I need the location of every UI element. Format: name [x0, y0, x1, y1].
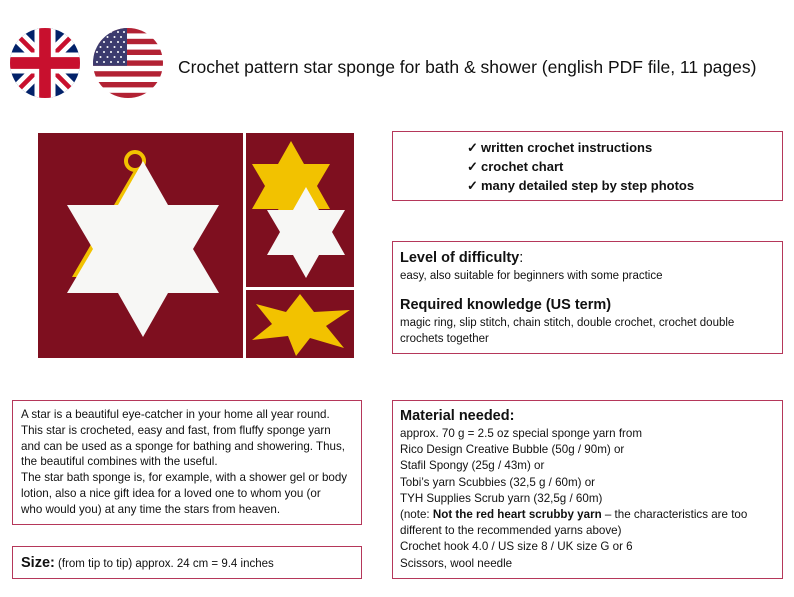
product-photo-side [246, 290, 354, 358]
material-note-bold: Not the red heart scrubby yarn [432, 508, 602, 522]
feature-label: many detailed step by step photos [481, 178, 695, 193]
description-line: A star is a beautiful eye-catcher in your home all year round. [21, 408, 330, 421]
difficulty-text: easy, also suitable for beginners with some practice [400, 270, 663, 282]
difficulty-heading [400, 249, 775, 268]
material-line: Tobi’s yarn Scubbies (32,5 g / 60m) or [400, 475, 596, 489]
description-line: The star bath sponge is, for example, with a shower gel or body [21, 471, 348, 485]
material-line: Rico Design Creative Bubble (50g / 90m) or [400, 443, 625, 457]
description-line: the beautiful combines with the useful. [21, 455, 218, 469]
description-line: and can be used as a sponge for bathing and showering. Thus, [21, 439, 345, 453]
material-box [392, 400, 783, 579]
knowledge-heading: Required knowledge (US term) [400, 297, 612, 313]
size-box [12, 546, 362, 579]
feature-item [467, 138, 782, 157]
feature-item [467, 176, 782, 195]
material-heading: Material needed: [400, 408, 515, 424]
feature-label: crochet chart [481, 159, 564, 174]
material-note-prefix: (note: [400, 508, 433, 522]
page-title: Crochet pattern star sponge for bath & shower (english PDF file, 11 pages) [178, 57, 757, 77]
difficulty-heading-colon: : [519, 250, 524, 266]
check-icon: ✓ [467, 140, 478, 155]
check-icon: ✓ [467, 159, 478, 174]
material-line: Crochet hook 4.0 / US size 8 / UK size G or 6 [400, 540, 633, 554]
difficulty-heading-text: Level of difficulty [400, 250, 520, 266]
knowledge-text: magic ring, slip stitch, chain stitch, double crochet, crochet double crochets together [400, 317, 735, 345]
feature-item [467, 157, 782, 176]
product-photo-main [38, 133, 243, 358]
size-text: (from tip to tip) approx. 24 cm = 9.4 inches [54, 558, 274, 570]
description-line: This star is crocheted, easy and fast, from fluffy sponge yarn [21, 423, 331, 437]
material-note-suffix: – the characteristics are too different to the recommended yarns above) [400, 508, 748, 538]
material-note [400, 507, 775, 539]
feature-label: written crochet instructions [481, 140, 653, 155]
check-icon: ✓ [467, 178, 478, 193]
material-line: Scissors, wool needle [400, 556, 513, 570]
uk-flag-icon [10, 28, 80, 98]
description-line: lotion, also a nice gift idea for a loved one to whom you (or [21, 486, 321, 500]
product-photo-stars [246, 133, 354, 287]
material-line: Stafil Spongy (25g / 43m) or [400, 459, 545, 473]
material-line: approx. 70 g = 2.5 oz special sponge yarn from [400, 427, 643, 440]
description-line: who would you) at any time the stars from heaven. [21, 502, 281, 516]
difficulty-box [392, 241, 783, 354]
material-line: TYH Supplies Scrub yarn (32,5g / 60m) [400, 491, 603, 505]
description-box [12, 400, 362, 525]
size-heading: Size: [21, 555, 55, 571]
features-box [392, 131, 783, 201]
us-flag-icon [93, 28, 163, 98]
